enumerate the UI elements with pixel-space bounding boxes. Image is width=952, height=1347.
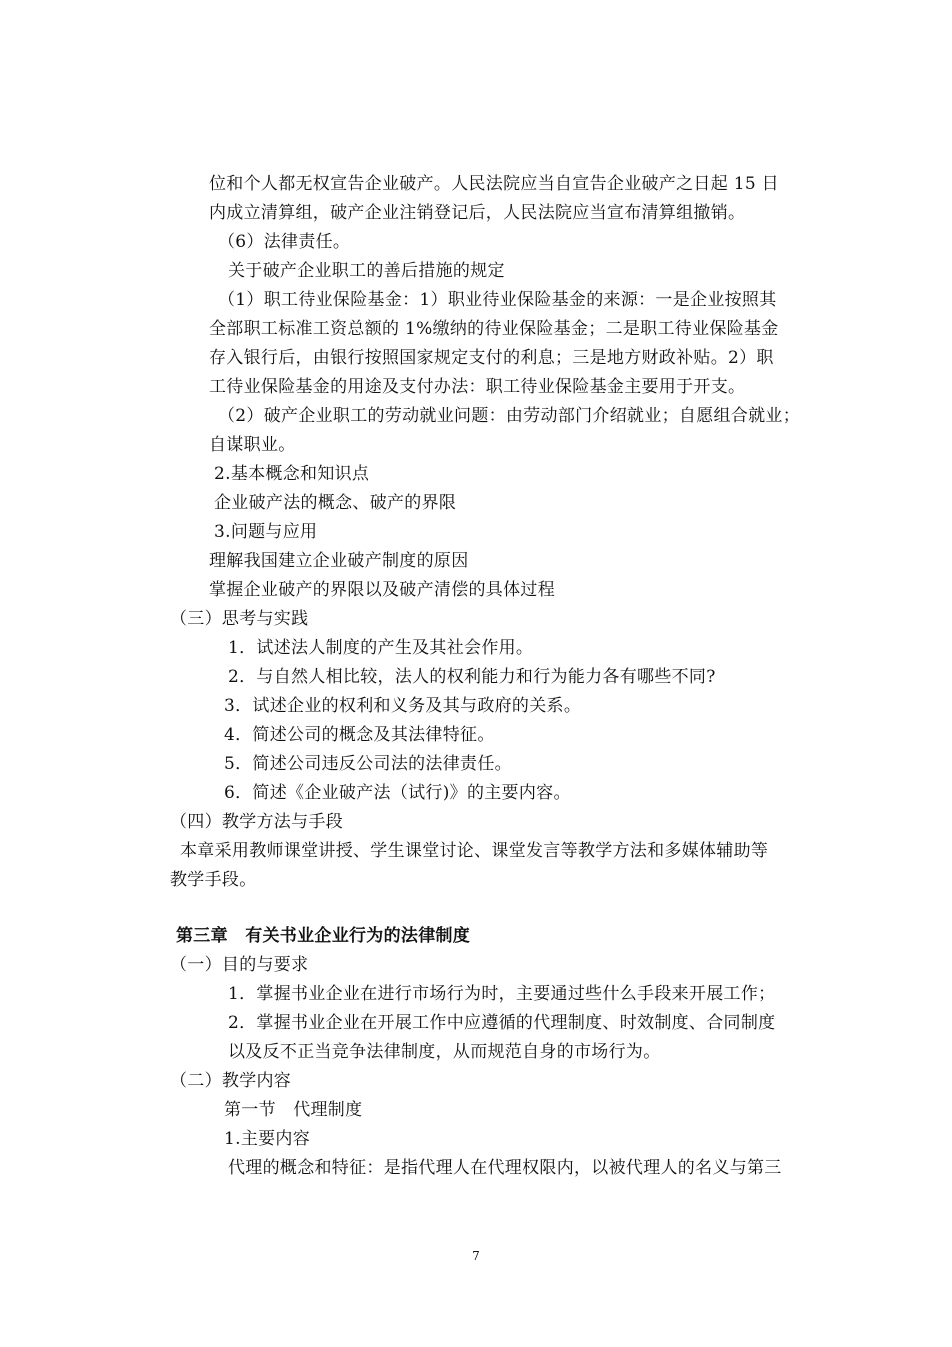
section-heading-questions: 3.问题与应用 bbox=[214, 522, 318, 542]
section-heading-content: （二）教学内容 bbox=[170, 1071, 292, 1091]
chapter-title: 第三章 有关书业企业行为的法律制度 bbox=[176, 926, 471, 946]
goal-item-2: 2．掌握书业企业在开展工作中应遵循的代理制度、时效制度、合同制度 bbox=[228, 1013, 776, 1033]
body-line-8: 工待业保险基金的用途及支付办法：职工待业保险基金主要用于开支。 bbox=[209, 377, 746, 397]
body-line-5: （1）职工待业保险基金：1）职业待业保险基金的来源：一是企业按照其 bbox=[218, 290, 777, 310]
section-heading-concepts: 2.基本概念和知识点 bbox=[214, 464, 370, 484]
body-line-9: （2）破产企业职工的劳动就业问题：由劳动部门介绍就业；自愿组合就业； bbox=[218, 406, 801, 426]
body-line-34: 代理的概念和特征：是指代理人在代理权限内，以被代理人的名义与第三 bbox=[228, 1158, 782, 1178]
body-line-14: 理解我国建立企业破产制度的原因 bbox=[209, 551, 469, 571]
body-line-15: 掌握企业破产的界限以及破产清偿的具体过程 bbox=[209, 580, 555, 600]
goal-item-1: 1．掌握书业企业在进行市场行为时，主要通过些什么手段来开展工作； bbox=[228, 984, 776, 1004]
body-line-6: 全部职工标准工资总额的 1%缴纳的待业保险基金；二是职工待业保险基金 bbox=[209, 319, 779, 339]
page-number: 7 bbox=[472, 1249, 480, 1263]
body-line-2: 内成立清算组，破产企业注销登记后，人民法院应当宣布清算组撤销。 bbox=[209, 203, 746, 223]
section-heading-methods: （四）教学方法与手段 bbox=[170, 812, 343, 832]
question-item-4: 4．简述公司的概念及其法律特征。 bbox=[224, 725, 495, 745]
question-item-1: 1．试述法人制度的产生及其社会作用。 bbox=[228, 638, 534, 658]
question-item-6: 6．简述《企业破产法（试行)》的主要内容。 bbox=[224, 783, 571, 803]
question-item-5: 5．简述公司违反公司法的法律责任。 bbox=[224, 754, 512, 774]
subsection-heading-main: 1.主要内容 bbox=[224, 1129, 311, 1149]
body-line-7: 存入银行后，由银行按照国家规定支付的利息；三是地方财政补贴。2）职 bbox=[209, 348, 774, 368]
body-line-24: 本章采用教师课堂讲授、学生课堂讨论、课堂发言等教学方法和多媒体辅助等 bbox=[180, 841, 769, 861]
body-line-10: 自谋职业。 bbox=[209, 435, 296, 455]
body-line-4: 关于破产企业职工的善后措施的规定 bbox=[228, 261, 505, 281]
question-item-3: 3．试述企业的权利和义务及其与政府的关系。 bbox=[224, 696, 582, 716]
subsection-title: 第一节 代理制度 bbox=[224, 1100, 363, 1120]
question-item-2: 2．与自然人相比较，法人的权利能力和行为能力各有哪些不同? bbox=[228, 667, 716, 687]
body-line-3: （6）法律责任。 bbox=[218, 232, 351, 252]
section-heading-goals: （一）目的与要求 bbox=[170, 955, 309, 975]
body-line-12: 企业破产法的概念、破产的界限 bbox=[214, 493, 457, 513]
goal-item-2-cont: 以及反不正当竞争法律制度，从而规范自身的市场行为。 bbox=[228, 1042, 661, 1062]
body-line-1: 位和个人都无权宣告企业破产。人民法院应当自宣告企业破产之日起 15 日 bbox=[209, 174, 779, 194]
body-line-25: 教学手段。 bbox=[170, 870, 257, 890]
section-heading-practice: （三）思考与实践 bbox=[170, 609, 309, 629]
